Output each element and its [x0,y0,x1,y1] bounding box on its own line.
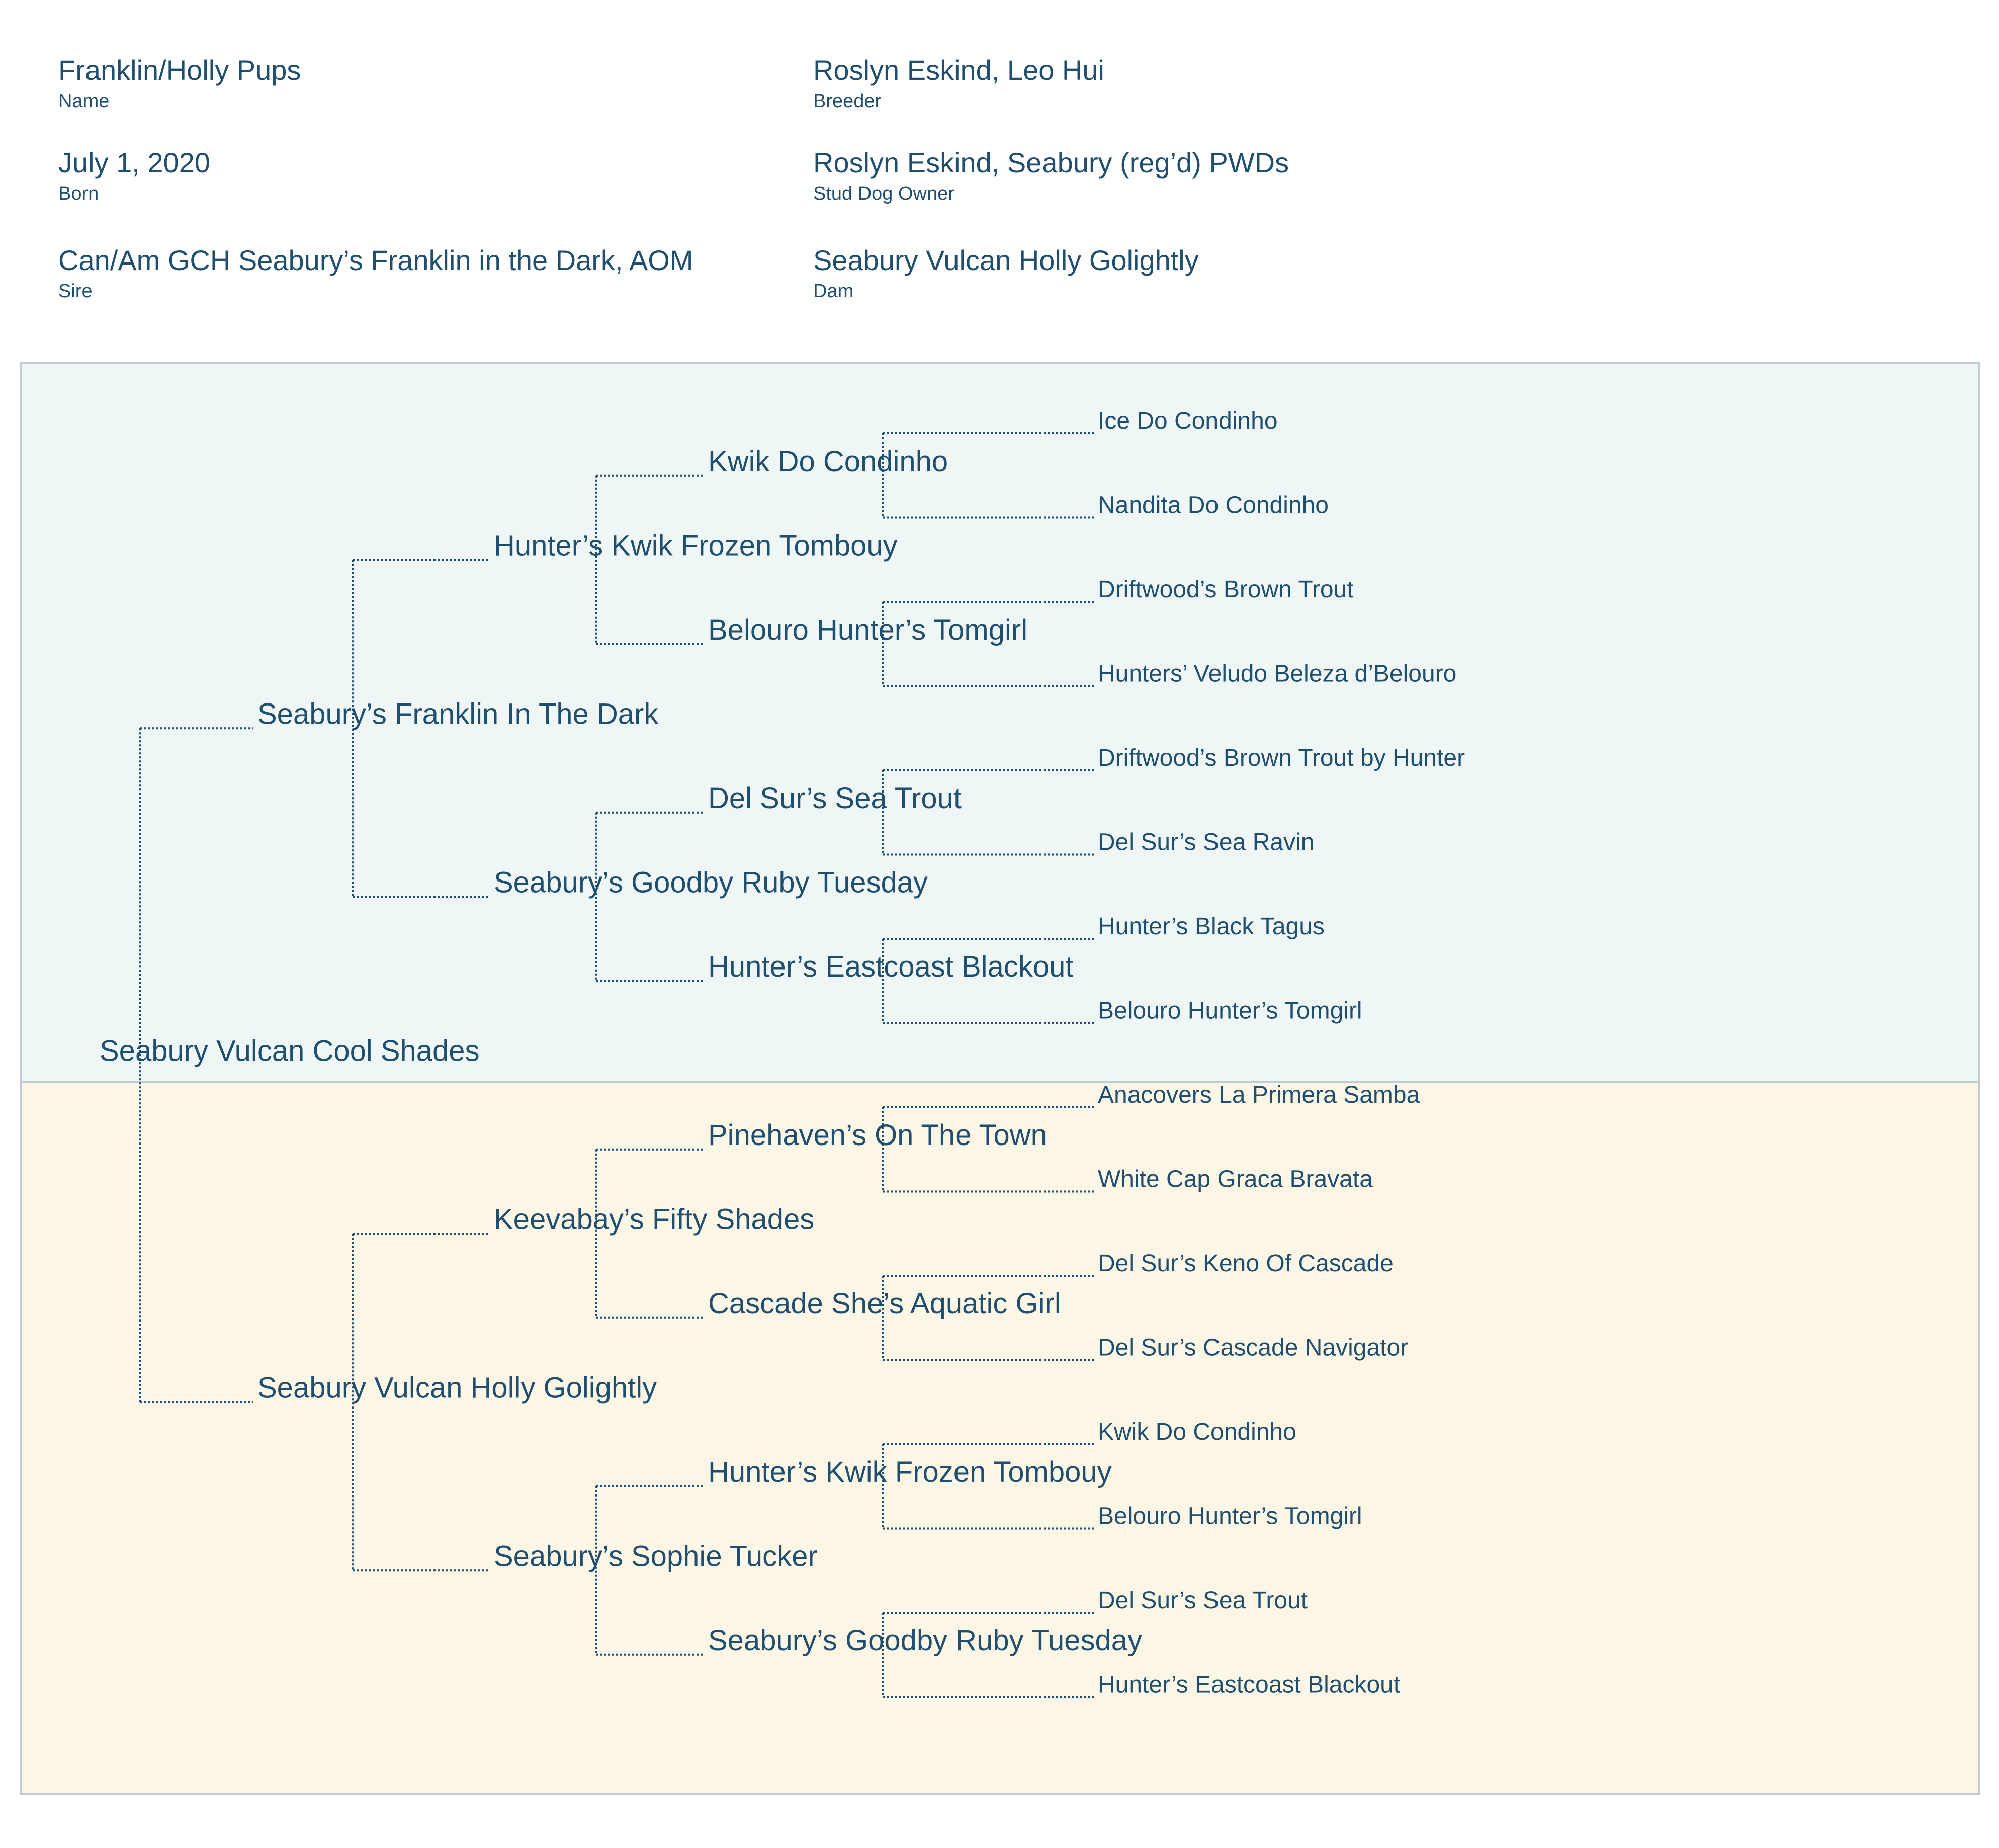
pedigree-dog-root-s-s-s-d: Nandita Do Condinho [1098,492,1329,519]
info-born-label: Born [58,183,99,204]
pedigree-dog-root-s-d: Seabury’s Goodby Ruby Tuesday [494,866,928,899]
pedigree-dog-root-d-s: Keevabay’s Fifty Shades [494,1203,815,1236]
pedigree-dog-root-d-d: Seabury’s Sophie Tucker [494,1540,818,1573]
info-born-value: July 1, 2020 [58,147,210,179]
pedigree-dog-root-s-d-s-s: Driftwood’s Brown Trout by Hunter [1098,745,1465,771]
pedigree-dog-root-s-d-d-d: Belouro Hunter’s Tomgirl [1098,997,1362,1024]
pedigree-dog-root-d-d-s-s: Kwik Do Condinho [1098,1419,1296,1445]
pedigree-dog-root-d-s-s-d: White Cap Graca Bravata [1098,1166,1373,1193]
info-name-label: Name [58,91,110,112]
info-name-value: Franklin/Holly Pups [58,54,301,86]
pedigree-dog-root-s-s: Hunter’s Kwik Frozen Tombouy [494,529,898,562]
pedigree-dog-root-s: Seabury’s Franklin In The Dark [257,697,659,731]
info-sire-value: Can/Am GCH Seabury’s Franklin in the Dark, AOM [58,244,693,276]
info-sire-label: Sire [58,281,93,302]
info-dam-label: Dam [813,281,854,302]
info-stud-owner-value: Roslyn Eskind, Seabury (reg’d) PWDs [813,147,1289,179]
pedigree-dog-root-d-s-d-s: Del Sur’s Keno Of Cascade [1098,1250,1394,1277]
pedigree-dog-root-s-d-d: Hunter’s Eastcoast Blackout [708,950,1074,983]
pedigree-dog-root-s-s-s-s: Ice Do Condinho [1098,408,1278,434]
pedigree-dog-root-s-d-s-d: Del Sur’s Sea Ravin [1098,829,1315,856]
info-dam-value: Seabury Vulcan Holly Golightly [813,244,1199,276]
pedigree-dog-root-s-d-s: Del Sur’s Sea Trout [708,781,962,815]
pedigree-dog-root-d-s-d-d: Del Sur’s Cascade Navigator [1098,1334,1409,1361]
pedigree-dog-root-s-s-s: Kwik Do Condinho [708,445,948,478]
pedigree-dog-root-s-d-d-s: Hunter’s Black Tagus [1098,913,1325,940]
pedigree-dog-root-d-d-s: Hunter’s Kwik Frozen Tombouy [708,1455,1112,1488]
pedigree-dog-root-d-s-d: Cascade She’s Aquatic Girl [708,1287,1061,1320]
info-breeder-label: Breeder [813,91,882,112]
pedigree-dog-root-s-s-d-s: Driftwood’s Brown Trout [1098,576,1354,603]
pedigree-dog-root-s-s-d: Belouro Hunter’s Tomgirl [708,613,1028,646]
pedigree-dog-root-d-d-d: Seabury’s Goodby Ruby Tuesday [708,1624,1143,1657]
info-breeder-value: Roslyn Eskind, Leo Hui [813,54,1104,86]
info-stud-owner-label: Stud Dog Owner [813,183,954,204]
pedigree-dog-root-d-d-d-s: Del Sur’s Sea Trout [1098,1587,1308,1614]
pedigree-dog-root-d: Seabury Vulcan Holly Golightly [257,1371,657,1404]
pedigree-dog-root-d-s-s: Pinehaven’s On The Town [708,1118,1047,1152]
pedigree-dog-root-s-s-d-d: Hunters’ Veludo Beleza d’Belouro [1098,660,1457,687]
pedigree-dog-root-d-s-s-s: Anacovers La Primera Samba [1098,1082,1420,1108]
pedigree-dog-root: Seabury Vulcan Cool Shades [100,1034,480,1068]
pedigree-dog-root-d-d-d-d: Hunter’s Eastcoast Blackout [1098,1671,1401,1698]
pedigree-dog-root-d-d-s-d: Belouro Hunter’s Tomgirl [1098,1503,1362,1530]
